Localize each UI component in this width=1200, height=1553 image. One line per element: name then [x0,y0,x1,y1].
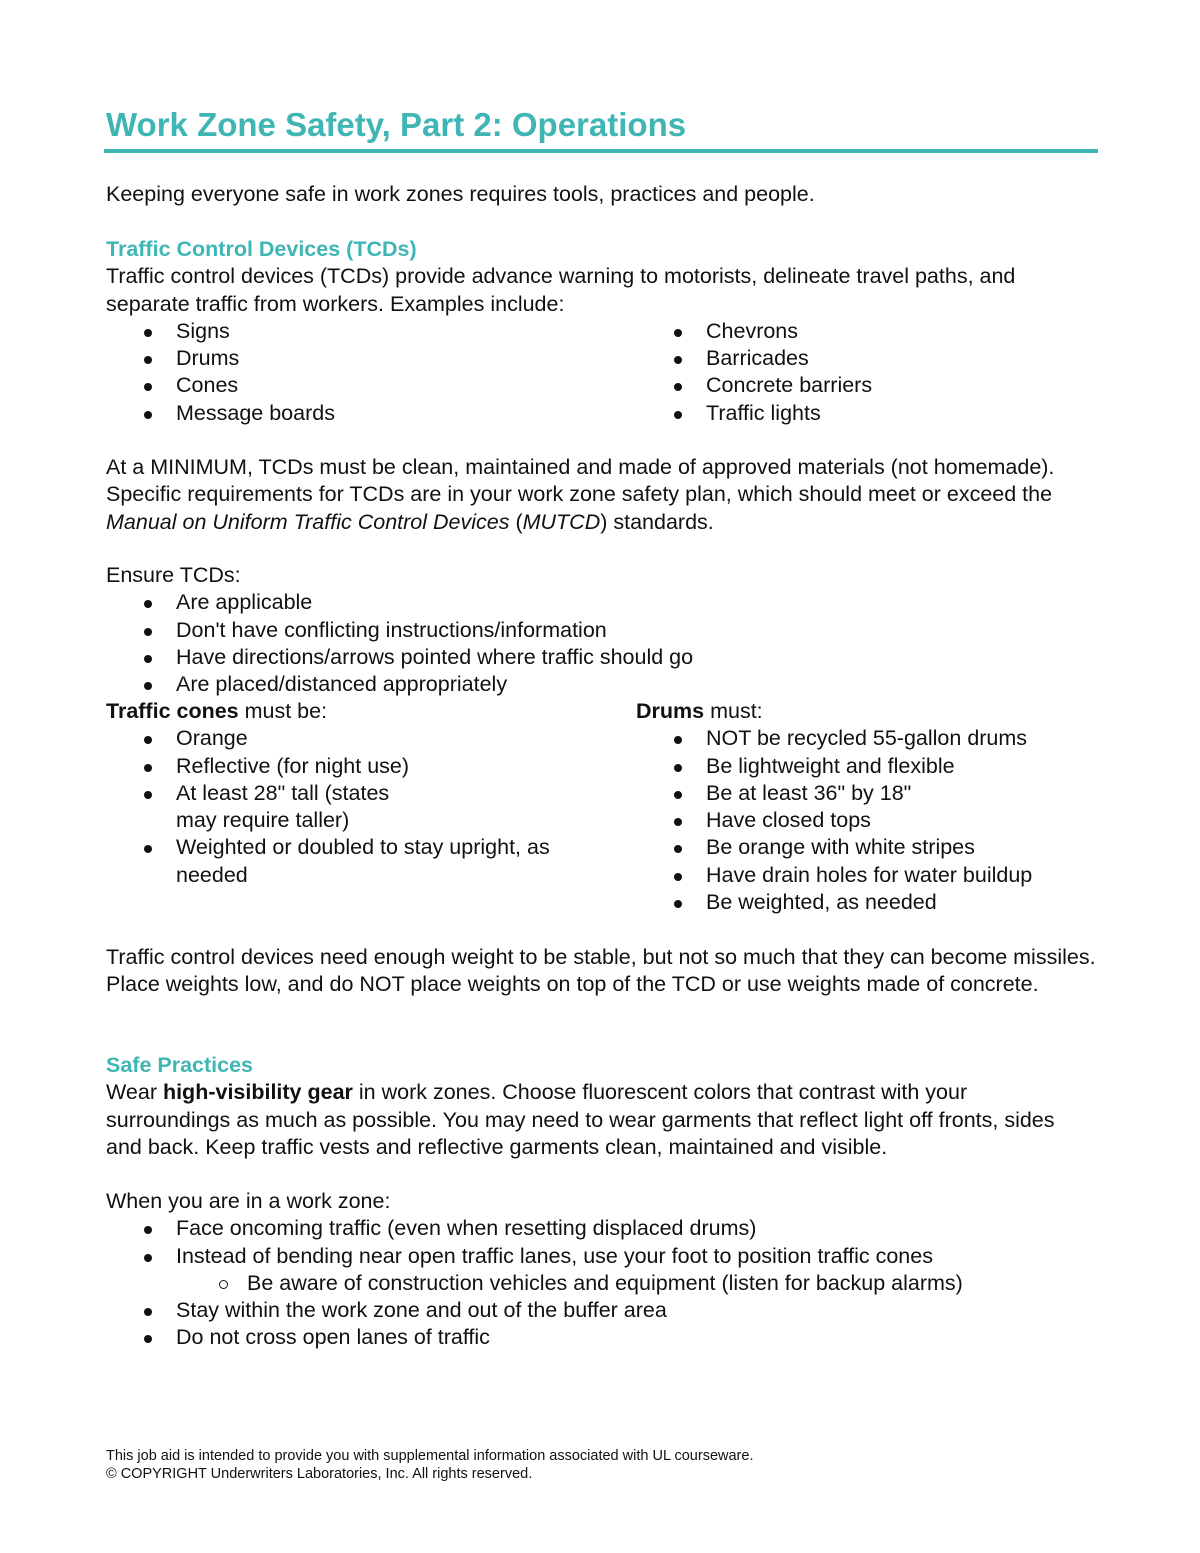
tcd-description: Traffic control devices (TCDs) provide advance warning to motorists, delineate travel paths, and separate traffic from workers. Examples include: [106,264,1016,316]
drums-list [636,725,1096,916]
list-item: Face oncoming traffic (even when resetting displaced drums) [106,1215,1096,1242]
list-subitem: Be aware of construction vehicles and equipment (listen for backup alarms) [106,1270,1096,1297]
cones-block [106,698,586,889]
list-item: Drums [106,345,335,372]
tcd-examples [106,318,1096,428]
list-item: NOT be recycled 55-gallon drums [636,725,1096,752]
drums-label [636,698,1096,725]
intro-paragraph: Keeping everyone safe in work zones requires tools, practices and people. [106,182,815,206]
footer [106,1447,753,1484]
list-item: At least 28" tall (states may require taller) [106,780,396,835]
list-item: Are placed/distanced appropriately [106,671,1096,698]
gear-lead: Wear [106,1080,163,1105]
safe-practices-section [106,1052,1096,1161]
footer-copyright: © COPYRIGHT Underwriters Laboratories, Inc. All rights reserved. [106,1466,533,1483]
list-item: Instead of bending near open traffic lanes, use your foot to position traffic cones [106,1243,1096,1270]
gear-bold: high-visibility gear [162,1080,353,1105]
tcd-examples-right [636,318,872,427]
footer-disclaimer: This job aid is intended to provide you with supplemental information associated with UL courseware. [106,1448,754,1464]
list-item: Are applicable [106,589,1096,616]
ensure-list [106,589,1096,698]
minimum-tail: ) standards. [600,509,714,534]
mutcd-abbrev: MUTCD [522,509,601,534]
list-item: Be orange with white stripes [636,834,1096,861]
cones-label-bold: Traffic cones [106,699,239,723]
list-item: Be lightweight and flexible [636,753,1096,780]
work-zone-block [106,1188,1096,1352]
work-zone-list-a [106,1215,1096,1270]
page-title: Work Zone Safety, Part 2: Operations [106,106,687,143]
list-item: Have closed tops [636,807,1096,834]
minimum-text: At a MINIMUM, TCDs must be clean, maintained and made of approved materials (not homemade). Specific requirements for TCDs are in your work zone safety plan, which should meet or exceed the [106,455,1055,507]
title-underline [104,149,1098,153]
paren-open: ( [509,509,523,534]
tcd-heading: Traffic Control Devices (TCDs) [106,237,417,261]
tcd-section [106,236,1096,428]
list-item: Have directions/arrows pointed where traffic should go [106,644,1096,671]
drums-label-rest: must: [704,699,763,723]
list-item: Weighted or doubled to stay upright, as needed [106,834,561,889]
list-item: Message boards [106,400,335,427]
gear-rest: in work zones. Choose fluorescent colors that contrast with your surroundings as much as possible. You may need to wear garments that reflect light off fronts, sides and back. Keep traffic vests and reflective garments clean, maintained and visible. [106,1080,1055,1159]
safe-practices-heading: Safe Practices [106,1053,254,1077]
work-zone-label: When you are in a work zone: [106,1189,391,1213]
manual-title: Manual on Uniform Traffic Control Devices [106,509,510,534]
work-zone-list-b [106,1297,1096,1352]
list-item: Traffic lights [636,400,872,427]
drums-block [636,698,1096,916]
gear-paragraph [106,1079,1096,1161]
list-item: Concrete barriers [636,372,872,399]
list-item: Cones [106,372,335,399]
cones-label [106,698,586,725]
list-item: Chevrons [636,318,872,345]
ensure-label: Ensure TCDs: [106,563,241,587]
list-item: Signs [106,318,335,345]
list-item: Have drain holes for water buildup [636,862,1096,889]
tcd-examples-left [106,318,335,427]
list-item: Don't have conflicting instructions/information [106,617,1096,644]
list-item: Be at least 36" by 18" [636,780,1096,807]
weights-paragraph: Traffic control devices need enough weight to be stable, but not so much that they can become missiles. Place weights low, and do NOT place weights on top of the TCD or use weights made of concrete. [106,945,1096,997]
list-item: Stay within the work zone and out of the buffer area [106,1297,1096,1324]
cones-label-rest: must be: [238,699,328,723]
list-item: Barricades [636,345,872,372]
minimum-requirements-paragraph [106,454,1091,536]
list-item: Be weighted, as needed [636,889,1096,916]
cones-list [106,725,586,889]
list-item: Reflective (for night use) [106,753,586,780]
ensure-tcds-block [106,562,1096,698]
list-item: Orange [106,725,586,752]
list-item: Do not cross open lanes of traffic [106,1324,1096,1351]
work-zone-sublist [106,1270,1096,1297]
drums-label-bold: Drums [636,699,705,723]
